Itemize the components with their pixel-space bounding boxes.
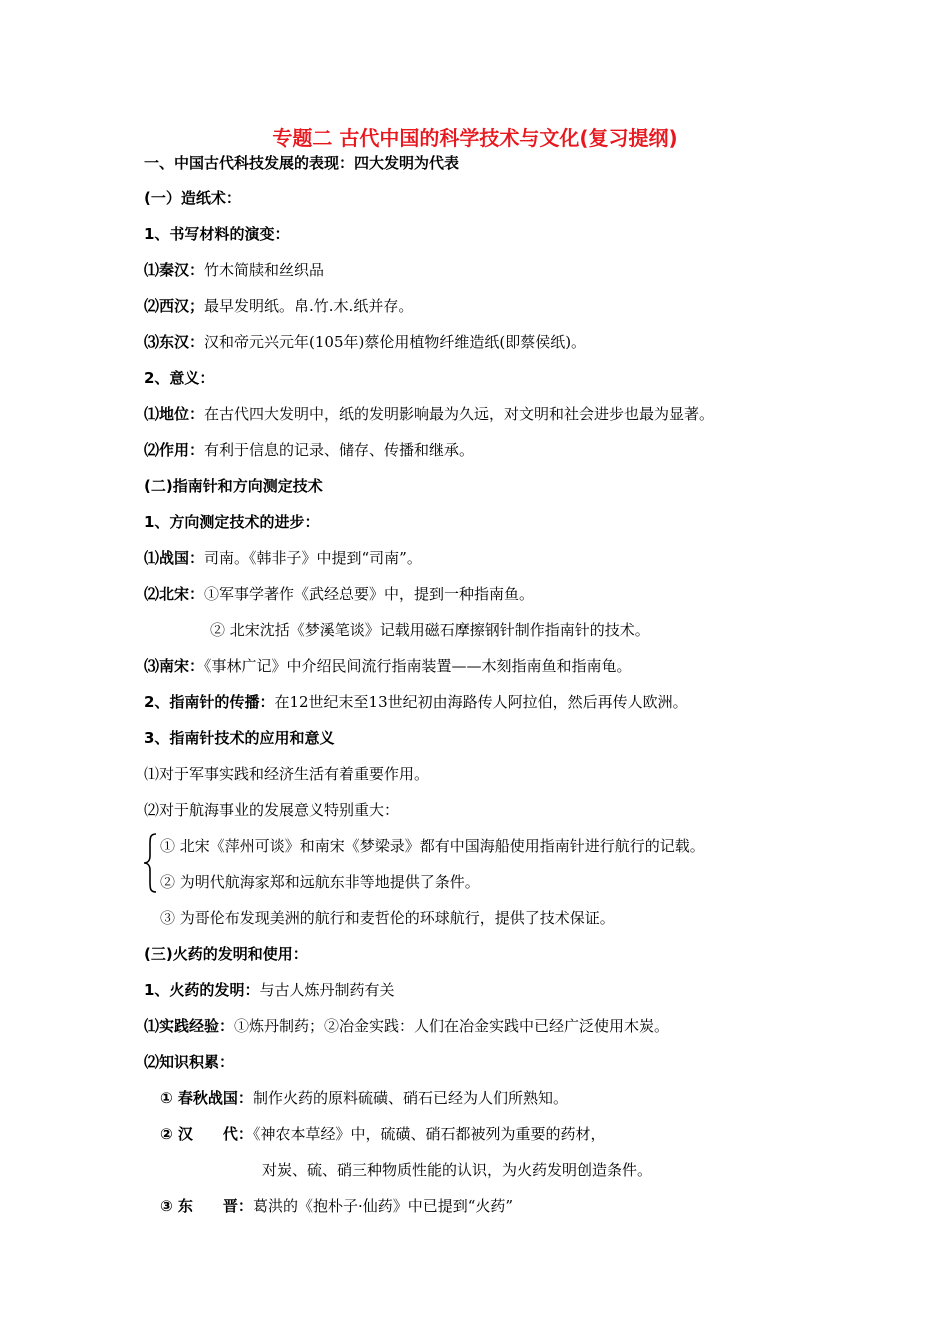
line-bold: ⑴战国： [144,549,205,567]
line-text: ③ 为哥伦布发现美洲的航行和麦哲伦的环球航行，提供了技术保证。 [160,909,615,927]
list-item [144,656,632,676]
line-text: ② 为明代航海家郑和远航东非等地提供了条件。 [160,873,480,891]
curly-brace-icon [142,832,160,894]
document-title: 专题二 古代中国的科学技术与文化(复习提纲) [272,126,678,150]
line-bold: ⑵知识积累： [144,1053,235,1071]
subheading [144,728,334,748]
line-bold: ① 春秋战国： [160,1089,253,1107]
list-item [144,260,324,280]
line-bold: 一、中国古代科技发展的表现：四大发明为代表 [144,154,460,172]
list-item [160,872,480,892]
line-text: 葛洪的《抱朴子·仙药》中已提到“火药” [252,1197,514,1215]
list-item [144,332,586,352]
line-bold: ⑵作用： [144,441,205,459]
line-bold: (二)指南针和方向测定技术 [144,477,323,495]
line-text: 《事林广记》中介绍民间流行指南装置——木刻指南鱼和指南龟。 [204,657,632,675]
line-text: 司南。《韩非子》中提到“司南”。 [204,549,422,567]
list-item [144,440,474,460]
line-text: ⑴对于军事实践和经济生活有着重要作用。 [144,765,430,783]
line-text: 竹木简牍和丝织品 [204,261,325,279]
line-text: 最早发明纸。帛.竹.木.纸并存。 [204,297,414,315]
list-item [144,800,399,820]
line-bold: ⑶东汉： [144,333,205,351]
line-text: ① 北宋《萍州可谈》和南宋《梦梁录》都有中国海船使用指南针进行航行的记载。 [160,837,705,855]
line-bold: ③ 东 晋： [160,1197,253,1215]
list-item [144,584,534,604]
line-bold: 3、指南针技术的应用和意义 [144,729,335,747]
line-bold: ② 汉 代： [160,1125,253,1143]
line-text: 在古代四大发明中，纸的发明影响最为久远，对文明和社会进步也最为显著。 [204,405,715,423]
line-bold: ⑵西汉； [144,297,205,315]
section-papermaking [144,188,241,208]
line-text: ①军事学著作《武经总要》中，提到一种指南鱼。 [204,585,535,603]
line-bold: (三)火药的发明和使用： [144,945,308,963]
list-item [160,836,705,856]
subheading [144,980,394,1000]
line-bold: ⑴秦汉： [144,261,205,279]
section-compass [144,476,323,496]
line-bold: 1、方向测定技术的进步： [144,513,320,531]
line-bold: ⑵北宋： [144,585,205,603]
line-text: 汉和帝元兴元年(105年)蔡伦用植物纤维造纸(即蔡侯纸)。 [204,333,587,351]
line-text: 《神农本草经》中，硫磺、硝石都被列为重要的药材， [252,1125,606,1143]
list-item [144,548,422,568]
subheading [144,224,289,244]
line-bold: ⑶南宋： [144,657,205,675]
list-item [160,1088,568,1108]
subheading [144,692,688,712]
line-text: 在12世纪末至13世纪初由海路传人阿拉伯，然后再传人欧洲。 [274,693,688,711]
line-text: 有利于信息的记录、储存、传播和继承。 [204,441,475,459]
subheading [144,512,319,532]
line-bold: (一）造纸术： [144,189,241,207]
list-item [160,1196,513,1216]
list-item [210,620,650,640]
list-item [144,1016,669,1036]
section-gunpowder [144,944,308,964]
line-text: 与古人炼丹制药有关 [259,981,395,999]
heading-1 [144,153,459,173]
subheading [144,368,214,388]
line-text: ② 北宋沈括《梦溪笔谈》记载用磁石摩擦钢针制作指南针的技术。 [210,621,650,639]
list-item [262,1160,652,1180]
list-item [144,296,413,316]
list-item [144,764,429,784]
line-bold: 1、书写材料的演变： [144,225,290,243]
line-bold: ⑴实践经验： [144,1017,235,1035]
line-bold: 1、火药的发明： [144,981,260,999]
line-bold: 2、意义： [144,369,215,387]
list-item [144,404,714,424]
line-bold: ⑴地位： [144,405,205,423]
line-text: 制作火药的原料硫磺、硝石已经为人们所熟知。 [252,1089,568,1107]
line-text: 对炭、硫、硝三种物质性能的认识，为火药发明创造条件。 [262,1161,653,1179]
line-bold: 2、指南针的传播： [144,693,275,711]
line-text: ①炼丹制药；②冶金实践：人们在冶金实践中已经广泛使用木炭。 [234,1017,670,1035]
line-text: ⑵对于航海事业的发展意义特别重大： [144,801,400,819]
list-item [160,1124,605,1144]
list-item [144,1052,234,1072]
list-item [160,908,615,928]
